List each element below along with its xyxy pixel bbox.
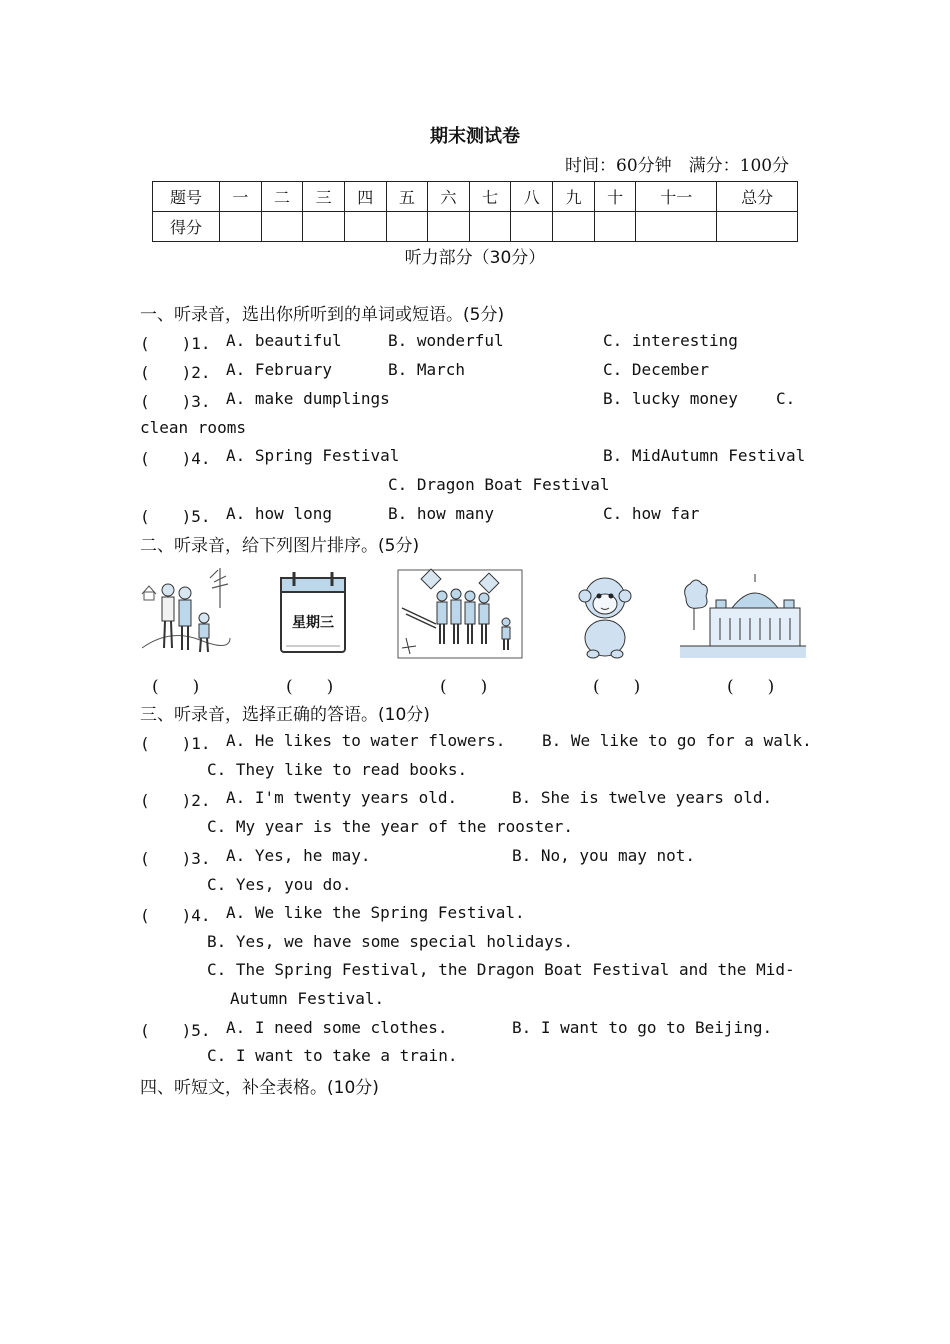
s3-q1-option-b: B. We like to go for a walk.	[542, 731, 812, 750]
column-header: 四	[344, 182, 386, 212]
section4-heading: 四、听短文，补全表格。(10分)	[140, 1078, 379, 1098]
column-header: 九	[553, 182, 595, 212]
picture4-answer-blank[interactable]: ( )	[593, 677, 641, 697]
column-header: 一	[220, 182, 262, 212]
s1-q3-option-c-text: clean rooms	[140, 418, 246, 437]
s1-q3-option-b: B. lucky money	[603, 389, 738, 408]
score-cell[interactable]	[428, 212, 470, 242]
s3-q3-option-a: A. Yes, he may.	[226, 846, 371, 865]
s3-q1-option-c: C. They like to read books.	[207, 760, 468, 779]
exam-meta: 时间：60分钟 满分：100分	[565, 156, 790, 176]
family-lanterns-icon	[396, 568, 524, 660]
s3-q4-option-a: A. We like the Spring Festival.	[226, 903, 525, 922]
s1-q3-number[interactable]: ( )3.	[140, 392, 211, 411]
s3-q3-option-c: C. Yes, you do.	[207, 875, 352, 894]
s3-q5-option-b: B. I want to go to Beijing.	[512, 1018, 773, 1037]
picture2-answer-blank[interactable]: ( )	[286, 677, 334, 697]
table-row	[153, 212, 798, 242]
s1-q5-option-b: B. how many	[388, 504, 494, 523]
column-header: 五	[386, 182, 428, 212]
column-header: 三	[303, 182, 345, 212]
score-cell[interactable]	[511, 212, 553, 242]
s1-q3-option-c: C.	[776, 389, 796, 408]
column-header: 总分	[717, 182, 798, 212]
picture3-answer-blank[interactable]: ( )	[440, 677, 488, 697]
s3-q1-number[interactable]: ( )1.	[140, 734, 211, 753]
s1-q1-option-a: A. beautiful	[226, 331, 342, 350]
s3-q2-number[interactable]: ( )2.	[140, 791, 211, 810]
score-cell[interactable]	[220, 212, 262, 242]
palace-icon	[680, 568, 806, 660]
score-cell[interactable]	[636, 212, 717, 242]
score-cell[interactable]	[261, 212, 303, 242]
section3-heading: 三、听录音，选择正确的答语。(10分)	[140, 705, 430, 725]
s1-q4-option-c: C. Dragon Boat Festival	[388, 475, 610, 494]
column-header: 十	[594, 182, 636, 212]
s3-q2-option-c: C. My year is the year of the rooster.	[207, 817, 574, 836]
column-header: 七	[469, 182, 511, 212]
score-cell[interactable]	[386, 212, 428, 242]
s1-q4-option-b: B. MidAutumn Festival	[603, 446, 806, 465]
s1-q2-option-a: A. February	[226, 360, 332, 379]
s3-q4-option-c: C. The Spring Festival, the Dragon Boat Festival and the Mid-	[207, 960, 795, 979]
column-header: 二	[261, 182, 303, 212]
s3-q5-option-c: C. I want to take a train.	[207, 1046, 458, 1065]
s3-q4-option-b: B. Yes, we have some special holidays.	[207, 932, 574, 951]
s1-q1-option-b: B. wonderful	[388, 331, 504, 350]
section2-heading: 二、听录音，给下列图片排序。(5分)	[140, 536, 420, 556]
score-table	[152, 181, 798, 242]
s1-q3-option-a: A. make dumplings	[226, 389, 390, 408]
s3-q5-number[interactable]: ( )5.	[140, 1021, 211, 1040]
calendar-picture	[278, 568, 348, 660]
row-label-question: 题号	[153, 182, 220, 212]
score-cell[interactable]	[344, 212, 386, 242]
s1-q5-option-c: C. how far	[603, 504, 700, 523]
table-row	[153, 182, 798, 212]
s1-q2-option-c: C. December	[603, 360, 709, 379]
column-header: 六	[428, 182, 470, 212]
s1-q4-number[interactable]: ( )4.	[140, 449, 211, 468]
s1-q5-number[interactable]: ( )5.	[140, 507, 211, 526]
s1-q1-number[interactable]: ( )1.	[140, 334, 211, 353]
s3-q4-number[interactable]: ( )4.	[140, 906, 211, 925]
s3-q3-number[interactable]: ( )3.	[140, 849, 211, 868]
s1-q1-option-c: C. interesting	[603, 331, 738, 350]
score-cell[interactable]	[594, 212, 636, 242]
family-walk-icon	[140, 568, 232, 660]
row-label-score: 得分	[153, 212, 220, 242]
picture1-answer-blank[interactable]: ( )	[152, 677, 200, 697]
monkey-icon	[575, 568, 635, 660]
s3-q1-option-a: A. He likes to water flowers.	[226, 731, 506, 750]
score-cell[interactable]	[469, 212, 511, 242]
s3-q2-option-a: A. I'm twenty years old.	[226, 788, 458, 807]
page-title: 期末测试卷	[430, 126, 520, 147]
score-cell[interactable]	[303, 212, 345, 242]
s3-q5-option-a: A. I need some clothes.	[226, 1018, 448, 1037]
picture5-answer-blank[interactable]: ( )	[727, 677, 775, 697]
s1-q2-number[interactable]: ( )2.	[140, 363, 211, 382]
s1-q2-option-b: B. March	[388, 360, 466, 379]
score-cell[interactable]	[717, 212, 798, 242]
s3-q2-option-b: B. She is twelve years old.	[512, 788, 773, 807]
calendar-day-text: 星期三	[292, 615, 334, 631]
s1-q4-option-a: A. Spring Festival	[226, 446, 400, 465]
column-header: 十一	[636, 182, 717, 212]
listening-part-title: 听力部分（30分）	[404, 248, 546, 268]
s1-q5-option-a: A. how long	[226, 504, 332, 523]
column-header: 八	[511, 182, 553, 212]
s3-q3-option-b: B. No, you may not.	[512, 846, 696, 865]
score-cell[interactable]	[553, 212, 595, 242]
section1-heading: 一、听录音，选出你所听到的单词或短语。(5分)	[140, 305, 505, 325]
s3-q4-option-c-text: Autumn Festival.	[230, 989, 385, 1008]
